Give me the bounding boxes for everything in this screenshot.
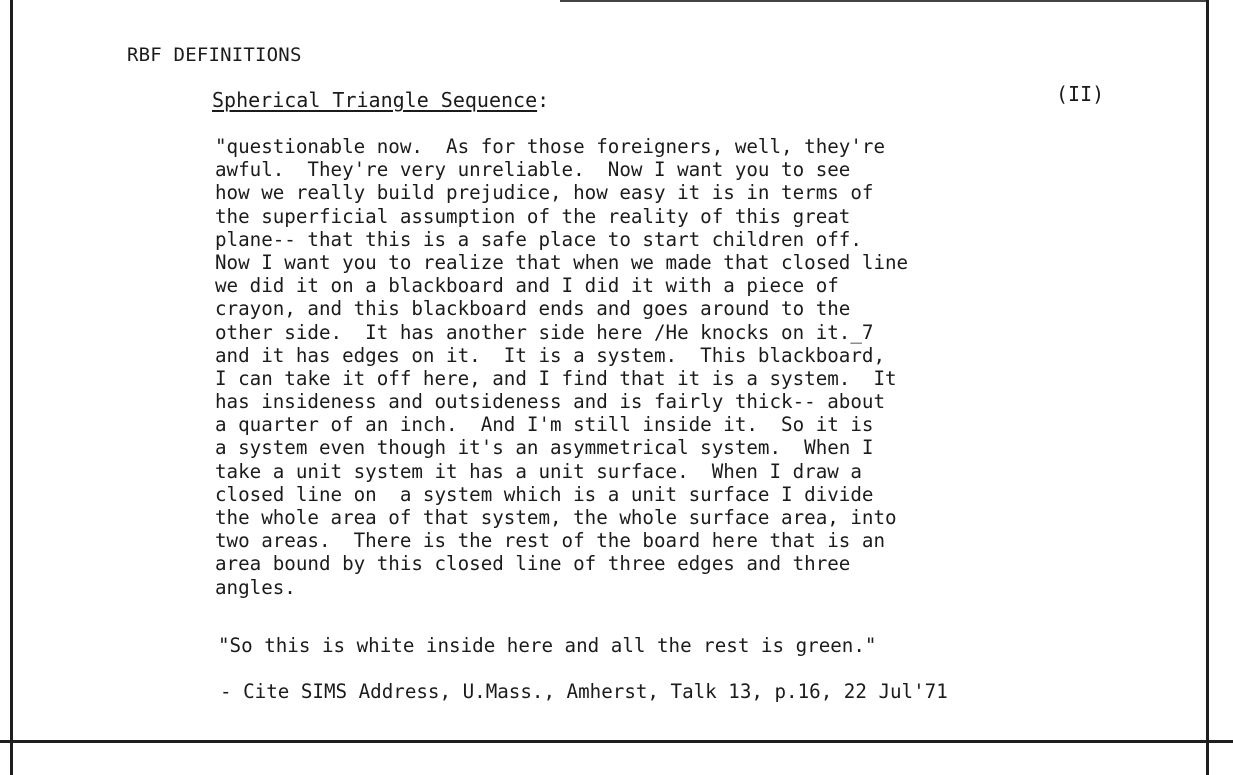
- section-title-row: [212, 88, 549, 112]
- section-title: Spherical Triangle Sequence: [212, 88, 538, 112]
- quote-line: and it has edges on it. It is a system. This blackboard,: [215, 343, 886, 367]
- quote-line: Now I want you to realize that when we made that closed line: [215, 250, 909, 274]
- quote-line: a quarter of an inch. And I'm still inside it. So it is: [215, 413, 874, 437]
- citation: - Cite SIMS Address, U.Mass., Amherst, Talk 13, p.16, 22 Jul'71: [220, 680, 948, 703]
- quote-line: I can take it off here, and I find that it is a system. It: [215, 366, 897, 390]
- quote-line: the whole area of that system, the whole surface area, into: [215, 506, 897, 529]
- quote-line: has insideness and outsideness and is fairly thick-- about: [215, 390, 886, 414]
- quote-line: two areas. There is the rest of the board here that is an: [215, 529, 886, 553]
- page-border-bottom-tick: [0, 740, 10, 743]
- page-border-top: [560, 0, 1209, 2]
- quote-line: other side. It has another side here /He knocks on it._7: [215, 320, 874, 344]
- quote-line: awful. They're very unreliable. Now I want you to see: [215, 158, 851, 182]
- page-border-bottom: [10, 740, 1233, 743]
- quote-body: [215, 135, 908, 599]
- quote-line: take a unit system it has a unit surface. When I draw a: [215, 459, 862, 483]
- section-title-colon: :: [537, 88, 550, 112]
- quote-line: "questionable now. As for those foreigners, well, they're: [215, 135, 886, 158]
- quote-line: a system even though it's an asymmetrical system. When I: [215, 436, 874, 460]
- section-number: (II): [1056, 82, 1105, 106]
- quote-line: how we really build prejudice, how easy it is in terms of: [215, 181, 874, 205]
- quote-line: closed line on a system which is a unit surface I divide: [215, 482, 874, 506]
- quote-line: crayon, and this blackboard ends and goes around to the: [215, 297, 851, 321]
- document-header: RBF DEFINITIONS: [127, 44, 302, 66]
- page-border-right: [1206, 0, 1209, 775]
- quote-line: we did it on a blackboard and I did it with a piece of: [215, 274, 839, 298]
- quote-line: the superficial assumption of the reality of this great: [215, 204, 851, 228]
- quote-line: area bound by this closed line of three edges and three: [215, 552, 851, 576]
- closing-quote: "So this is white inside here and all the rest is green.": [218, 634, 877, 657]
- quote-line: angles.: [215, 575, 296, 599]
- quote-line: plane-- that this is a safe place to start children off.: [215, 227, 862, 251]
- page-border-left: [10, 0, 13, 775]
